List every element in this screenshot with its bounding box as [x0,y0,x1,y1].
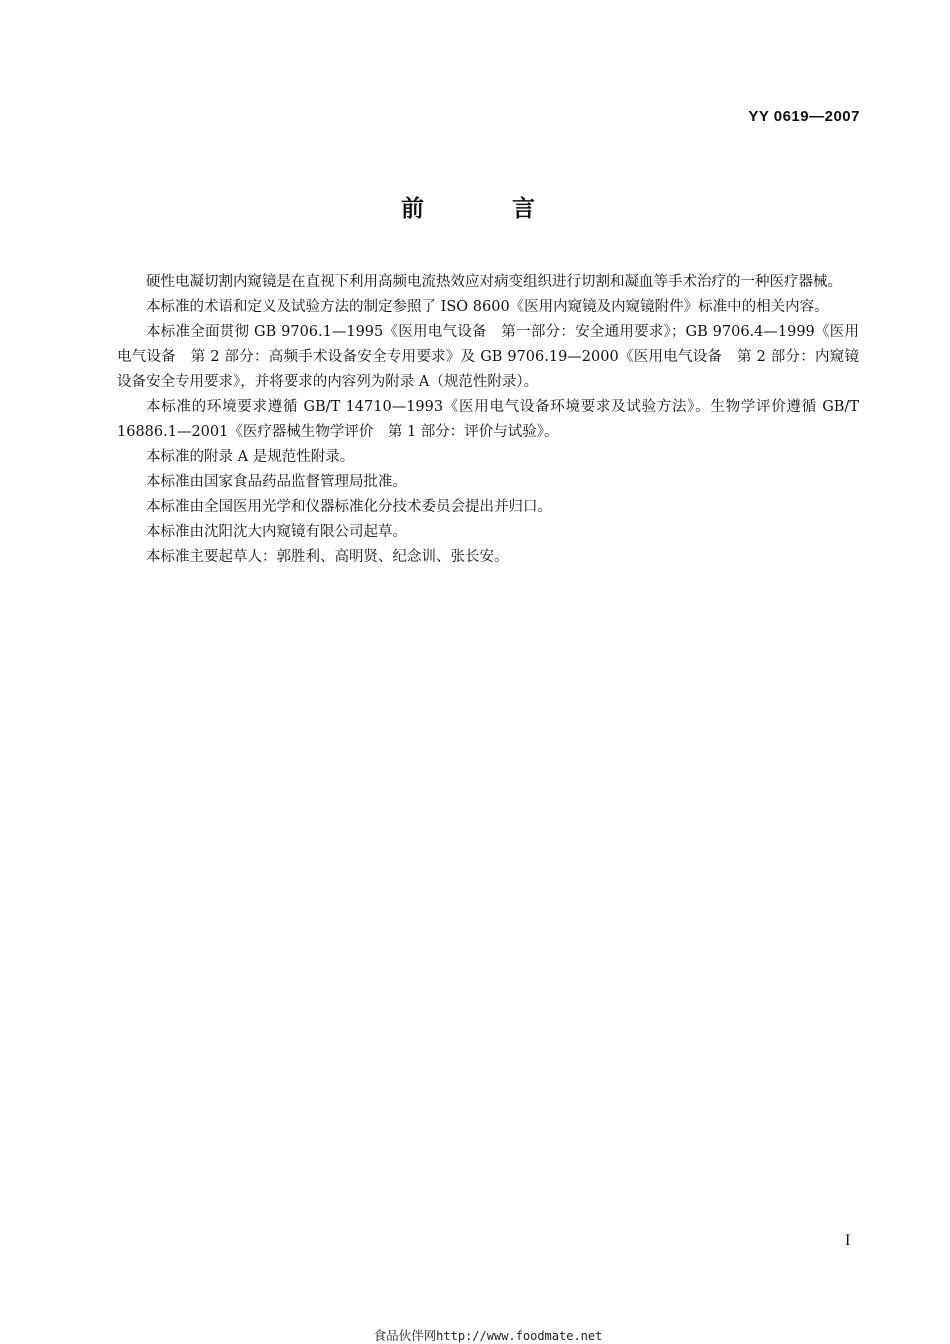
paragraph: 硬性电凝切割内窥镜是在直视下利用高频电流热效应对病变组织进行切割和凝血等手术治疗的一种医疗器械。 [146,274,842,290]
paragraph: 本标准主要起草人：郭胜利、高明贤、纪念训、张长安。 [146,549,509,565]
paragraph: 本标准的术语和定义及试验方法的制定参照了 ISO 8600《医用内窥镜及内窥镜附件》标准中的相关内容。 [146,299,829,315]
foreword-body [117,270,859,570]
paragraph: 本标准由沈阳沈大内窥镜有限公司起草。 [146,524,407,540]
footer-watermark [0,1326,950,1344]
footer-site-name: 食品伙伴网 [373,1328,437,1343]
paragraph: 本标准的环境要求遵循 GB/T 14710—1993《医用电气设备环境要求及试验方法》。生物学评价遵循 GB/T 16886.1—2001《医疗器械生物学评价 第 1 部分：评价与试验》。 [117,399,859,440]
paragraph: 本标准全面贯彻 GB 9706.1—1995《医用电气设备 第一部分：安全通用要求》；GB 9706.4—1999《医用电气设备 第 2 部分：高频手术设备安全专用要求》及 GB 9706.19—2000《医用电气设备 第 2 部分：内窥镜设备安全专用要求》，并将要求的内容列为附录 A（规范性附录）。 [117,324,859,390]
standard-code: YY 0619—2007 [748,108,860,125]
paragraph: 本标准的附录 A 是规范性附录。 [146,449,355,465]
page-number: I [845,1232,851,1249]
page-title: 前 言 [400,196,575,222]
paragraph: 本标准由全国医用光学和仪器标准化分技术委员会提出并归口。 [146,499,552,515]
footer-url[interactable]: http://www.foodmate.net [436,1329,603,1343]
paragraph: 本标准由国家食品药品监督管理局批准。 [146,474,407,490]
